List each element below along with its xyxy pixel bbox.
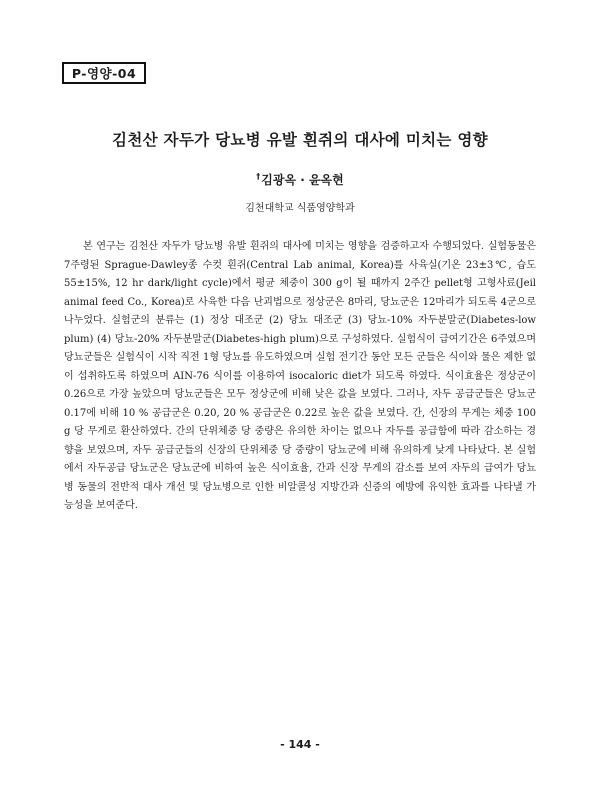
session-code-box: P-영양-04 bbox=[62, 62, 146, 84]
abstract-body: 본 연구는 김천산 자두가 당뇨병 유발 흰쥐의 대사에 미치는 영향을 검증하고자 수행되었다. 실험동물은 7주령된 Sprague-Dawley종 수컷 흰쥐(Central Lab animal, Korea)를 사육실(기온 23±3℃, 습도 55±15%, 12 hr dark/light cycle)에서 평균 체중이 300 g이 될 때까지 2주간 pellet형 고형사료(Jeil animal feed Co., Korea)로 사육한 다음 난괴법으로 정상군은 8마리, 당뇨군은 12마리가 되도록 4군으로 나누었다. 실험군의 분류는 (1) 정상 대조군 (2) 당뇨 대조군 (3) 당뇨-10% 자두분말군(Diabetes-low plum) (4) 당뇨-20% 자두분말군(Diabetes-high plum)으로 구성하였다. 실험식이 급여기간은 6주였으며 당뇨군들은 실험식이 시작 직전 1형 당뇨를 유도하였으며 실험 전기간 동안 모든 군들은 식이와 물은 제한 없이 섭취하도록 하였으며 AIN-76 식이를 이용하여 isocaloric diet가 되도록 하였다. 식이효율은 정상군이 0.26으로 가장 높았으며 당뇨군들은 모두 정상군에 비해 낮은 값을 보였다. 그러나, 자두 공급군들은 당뇨군 0.17에 비해 10 % 공급군은 0.20, 20 % 공급군은 0.22로 높은 값을 보였다. 간, 신장의 무게는 체중 100 g 당 무게로 환산하였다. 간의 단위체중 당 중량은 유의한 차이는 없으나 자두를 공급함에 따라 감소하는 경향을 보였으며, 자두 공급군들의 신장의 단위체중 당 중량이 당뇨군에 비해 유의하게 낮게 나타났다. 본 실험에서 자두공급 당뇨군은 당뇨군에 비하여 높은 식이효율, 간과 신장 무게의 감소를 보여 자두의 급여가 당뇨병 동물의 전반적 대사 개선 및 당뇨병으로 인한 비알콜성 지방간과 신증의 예방에 유익한 효과를 나타낼 가능성을 보여준다. bbox=[64, 241, 536, 511]
author-names: 김광옥 · 윤옥현 bbox=[261, 173, 344, 187]
affiliation: 김천대학교 식품영양학과 bbox=[245, 203, 355, 214]
corresponding-author-mark: † bbox=[256, 172, 261, 181]
page-number: - 144 - bbox=[280, 738, 320, 751]
author-line bbox=[0, 171, 600, 188]
paper-title: 김천산 자두가 당뇨병 유발 흰쥐의 대사에 미치는 영향 bbox=[112, 131, 488, 149]
